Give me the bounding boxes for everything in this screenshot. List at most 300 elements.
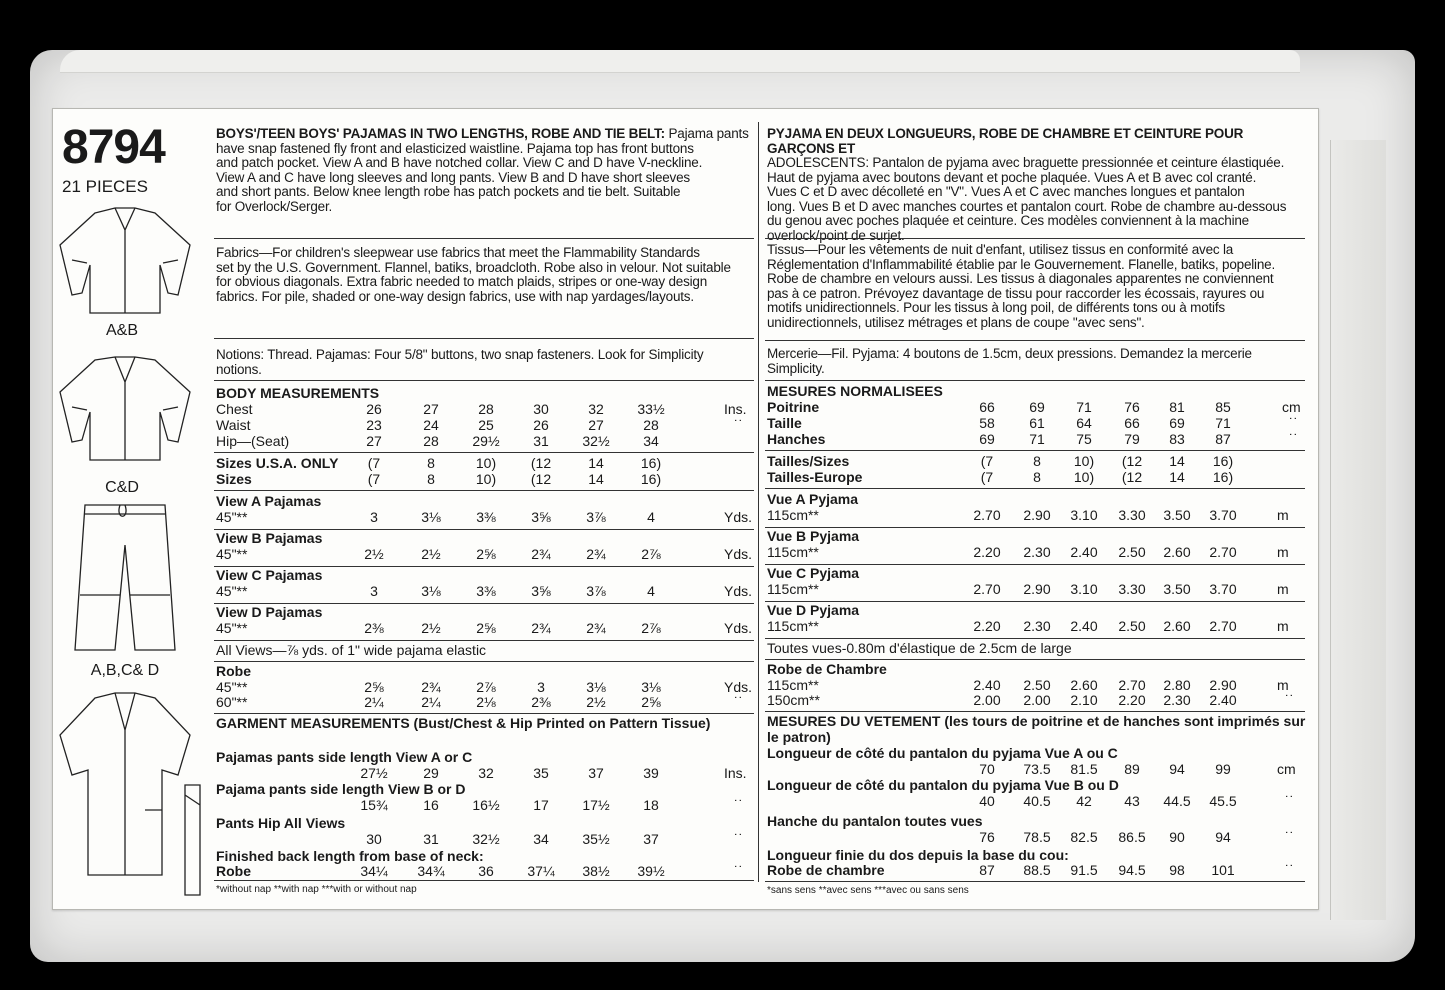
cell: 3⅜ bbox=[476, 509, 496, 525]
row-label: View A Pajamas bbox=[216, 493, 322, 509]
cell: 2.70 bbox=[1209, 544, 1237, 560]
fabric-width: 150cm** bbox=[767, 692, 820, 708]
cell: (12 bbox=[530, 455, 552, 471]
tissus-line: Tissus—Pour les vêtements de nuit d'enfant, utilisez tissus en conformité avec la bbox=[767, 242, 1234, 257]
cell: 94 bbox=[1215, 829, 1231, 845]
cell: 2.50 bbox=[1118, 544, 1146, 560]
cell: 2¾ bbox=[586, 620, 606, 636]
cell: 10) bbox=[475, 471, 497, 487]
cell: 2⅛ bbox=[476, 694, 496, 710]
row-label: Hanches bbox=[767, 431, 826, 447]
cell: 76 bbox=[1124, 399, 1140, 415]
cell: 81 bbox=[1169, 399, 1185, 415]
cell: 35½ bbox=[582, 831, 610, 847]
row-label: Sizes U.S.A. ONLY bbox=[216, 455, 339, 471]
cell: 18 bbox=[643, 797, 659, 813]
french-desc-line: long. Vues B et D avec manches courtes et pantalon court. Robe de chambre au-dessous bbox=[767, 198, 1287, 214]
cell: 75 bbox=[1076, 431, 1092, 447]
cell: 27 bbox=[366, 433, 382, 449]
fabric-width: 115cm** bbox=[767, 581, 819, 597]
unit: Yds. bbox=[724, 620, 753, 636]
cell: 2¼ bbox=[421, 694, 441, 710]
cell: 2.20 bbox=[973, 544, 1001, 560]
cell: 2.70 bbox=[1209, 618, 1237, 634]
row-label: Longueur de côté du pantalon du pyjama Vue A ou C bbox=[767, 745, 1118, 761]
cell: 2.20 bbox=[973, 618, 1001, 634]
row-label: Robe de chambre bbox=[767, 862, 885, 878]
cell: 2.70 bbox=[1118, 677, 1146, 693]
cell: 3⅛ bbox=[586, 679, 606, 695]
view-label-abcd: A,B,C& D bbox=[90, 662, 160, 679]
envelope-top-fold bbox=[60, 50, 1300, 73]
row-label: Finished back length from base of neck: bbox=[216, 848, 484, 864]
cell: 27 bbox=[588, 417, 604, 433]
cell: (12 bbox=[530, 471, 552, 487]
cell: (7 bbox=[367, 471, 381, 487]
cell: 3.70 bbox=[1209, 581, 1237, 597]
french-desc-line: du genou avec poches plaquée et ceinture. Ces modèles conviennent à la machine bbox=[767, 213, 1249, 228]
english-title: BOYS'/TEEN BOYS' PAJAMAS IN TWO LENGTHS, ROBE AND TIE BELT: bbox=[216, 126, 665, 141]
cell: 2.50 bbox=[1023, 677, 1051, 693]
pieces-count: 21 PIECES bbox=[62, 177, 148, 196]
cell: 38½ bbox=[582, 863, 610, 879]
unit: ˙˙ bbox=[1285, 829, 1295, 845]
unit: ˙˙ bbox=[1285, 862, 1295, 878]
cell: 40.5 bbox=[1023, 793, 1051, 809]
cell: 99 bbox=[1215, 761, 1231, 777]
cell: 69 bbox=[1029, 399, 1045, 415]
cell: 88.5 bbox=[1023, 862, 1051, 878]
cell: 71 bbox=[1076, 399, 1092, 415]
tissus-line: pas à ce patron. Prévoyez davantage de tissu pour raccorder les écossais, rayures ou bbox=[767, 285, 1265, 301]
pajama-pants-sketch bbox=[60, 500, 190, 660]
cell: 2½ bbox=[364, 546, 384, 562]
robe-and-belt-sketch bbox=[50, 690, 210, 900]
cell: 2.60 bbox=[1163, 544, 1191, 560]
row-label: Poitrine bbox=[767, 399, 820, 415]
cell: 2.10 bbox=[1070, 692, 1098, 708]
cell: 37 bbox=[588, 765, 604, 781]
cell: 2⅜ bbox=[364, 620, 384, 636]
cell: 89 bbox=[1124, 761, 1140, 777]
fabric-width: 45"** bbox=[216, 509, 248, 525]
cell: 39½ bbox=[637, 863, 665, 879]
row-label: View C Pajamas bbox=[216, 567, 323, 583]
english-notions bbox=[216, 348, 751, 377]
row-label: Vue B Pyjama bbox=[767, 528, 860, 544]
cell: (7 bbox=[980, 453, 994, 469]
mesures-vetement-heading: MESURES DU VETEMENT (les tours de poitrine et de hanches sont imprimés sur bbox=[767, 713, 1306, 729]
fabric-width: 115cm** bbox=[767, 544, 819, 560]
cell: 2.30 bbox=[1023, 544, 1051, 560]
unit: Ins. bbox=[724, 401, 747, 417]
row-label: Taille bbox=[767, 415, 802, 431]
fabrics-line: Fabrics—For children's sleepwear use fabrics that meet the Flammability Standards bbox=[216, 245, 700, 260]
cell: 73.5 bbox=[1023, 761, 1051, 777]
cell: 61 bbox=[1029, 415, 1045, 431]
cell: 3 bbox=[537, 679, 545, 695]
cell: 2.20 bbox=[1118, 692, 1146, 708]
cell: 15¾ bbox=[360, 797, 388, 813]
cell: 14 bbox=[1169, 469, 1185, 485]
notions-line: Notions: Thread. Pajamas: Four 5/8" buttons, two snap fasteners. Look for Simplicity bbox=[216, 347, 704, 362]
english-desc-line: and short pants. Below knee length robe has patch pockets and tie belt. Suitable bbox=[216, 184, 681, 199]
english-desc-line: for Overlock/Serger. bbox=[216, 198, 333, 214]
unit: m bbox=[1277, 581, 1289, 597]
cell: 28 bbox=[423, 433, 439, 449]
cell: 2½ bbox=[421, 546, 441, 562]
tissus-line: unidirectionnels, utilisez métrages et plans de coupe "avec sens". bbox=[767, 314, 1145, 330]
cell: 10) bbox=[1073, 453, 1095, 469]
cell: 42 bbox=[1076, 793, 1092, 809]
cell: 26 bbox=[366, 401, 382, 417]
row-label: Sizes bbox=[216, 471, 252, 487]
cell: 98 bbox=[1169, 862, 1185, 878]
cell: 79 bbox=[1124, 431, 1140, 447]
unit: m bbox=[1277, 618, 1289, 634]
unit: ˙˙ bbox=[1285, 692, 1295, 708]
cell: 16) bbox=[1212, 453, 1234, 469]
cell: 71 bbox=[1215, 415, 1231, 431]
french-desc-line: overlock/point de surjet. bbox=[767, 227, 905, 243]
cell: 2¾ bbox=[531, 546, 551, 562]
cell: 3⅝ bbox=[531, 583, 551, 599]
cell: 69 bbox=[979, 431, 995, 447]
cell: 2.90 bbox=[1023, 581, 1051, 597]
cell: 14 bbox=[588, 471, 604, 487]
toutes-vues-note: Toutes vues-0.80m d'élastique de 2.5cm de large bbox=[767, 640, 1072, 656]
cell: 2.70 bbox=[973, 507, 1001, 523]
row-label: Pants Hip All Views bbox=[216, 815, 346, 831]
unit: ˙˙ bbox=[734, 831, 744, 847]
cell: 34 bbox=[643, 433, 659, 449]
cell: 3⅜ bbox=[476, 583, 496, 599]
english-desc-line: View A and C have long sleeves and long pants. View B and D have short sleeves bbox=[216, 169, 690, 185]
cell: 3.30 bbox=[1118, 507, 1146, 523]
unit: ˙˙ bbox=[1285, 793, 1295, 809]
cell: 26 bbox=[533, 417, 549, 433]
fabrics-line: set by the U.S. Government. Flannel, batiks, broadcloth. Robe also in velour. Not suitable bbox=[216, 259, 731, 275]
row-label: Hanche du pantalon toutes vues bbox=[767, 813, 983, 829]
french-description bbox=[767, 127, 1302, 243]
cell: 2¾ bbox=[421, 679, 441, 695]
row-label: Chest bbox=[216, 401, 253, 417]
cell: 2⅞ bbox=[641, 546, 661, 562]
row-label: Hip—(Seat) bbox=[216, 433, 290, 449]
cell: 87 bbox=[1215, 431, 1231, 447]
cell: 3⅛ bbox=[421, 583, 441, 599]
row-label: Robe bbox=[216, 663, 251, 679]
cell: 69 bbox=[1169, 415, 1185, 431]
english-measure-table bbox=[216, 386, 756, 886]
row-label: Pajamas pants side length View A or C bbox=[216, 749, 473, 765]
cell: 2.60 bbox=[1070, 677, 1098, 693]
unit: ˙˙ bbox=[734, 694, 744, 710]
french-measure-table bbox=[767, 384, 1307, 884]
cell: 29½ bbox=[472, 433, 500, 449]
pattern-number: 8794 bbox=[62, 121, 165, 174]
cell: 8 bbox=[427, 471, 435, 487]
cell: 86.5 bbox=[1118, 829, 1146, 845]
cell: 3.10 bbox=[1070, 581, 1098, 597]
cell: 2.90 bbox=[1023, 507, 1051, 523]
cell: 28 bbox=[643, 417, 659, 433]
cell: 43 bbox=[1124, 793, 1140, 809]
cell: 3⅞ bbox=[586, 583, 606, 599]
cell: 16) bbox=[1212, 469, 1234, 485]
cell: 2.50 bbox=[1118, 618, 1146, 634]
cell: 27 bbox=[423, 401, 439, 417]
row-label: Longueur de côté du pantalon du pyjama Vue B ou D bbox=[767, 777, 1119, 793]
row-label: Robe bbox=[216, 863, 251, 879]
cell: (7 bbox=[367, 455, 381, 471]
cell: (7 bbox=[980, 469, 994, 485]
fabric-width: 115cm** bbox=[767, 677, 819, 693]
row-label: View D Pajamas bbox=[216, 604, 323, 620]
tissus-line: Robe de chambre en velours aussi. Les tissus à diagonales apparentes ne conviennent bbox=[767, 271, 1274, 286]
cell: 25 bbox=[478, 417, 494, 433]
unit: cm bbox=[1277, 761, 1296, 777]
mercerie-line: Mercerie—Fil. Pyjama: 4 boutons de 1.5cm, deux pressions. Demandez la mercerie bbox=[767, 346, 1252, 361]
cell: 2.30 bbox=[1163, 692, 1191, 708]
cell: 33½ bbox=[637, 401, 665, 417]
cell: 78.5 bbox=[1023, 829, 1051, 845]
cell: 34¼ bbox=[360, 863, 388, 879]
cell: 2½ bbox=[586, 694, 606, 710]
row-label: Tailles/Sizes bbox=[767, 453, 850, 469]
all-views-note: All Views—⅞ yds. of 1" wide pajama elastic bbox=[216, 642, 487, 658]
cell: 10) bbox=[475, 455, 497, 471]
cell: 32 bbox=[478, 765, 494, 781]
row-label: Vue D Pyjama bbox=[767, 602, 860, 618]
unit: cm bbox=[1282, 399, 1301, 415]
french-title: PYJAMA EN DEUX LONGUEURS, ROBE DE CHAMBRE ET CEINTURE POUR GARÇONS ET bbox=[767, 126, 1244, 156]
row-label: Tailles-Europe bbox=[767, 469, 863, 485]
cell: 101 bbox=[1211, 862, 1235, 878]
cell: 16) bbox=[640, 471, 662, 487]
cell: 30 bbox=[533, 401, 549, 417]
cell: 44.5 bbox=[1163, 793, 1191, 809]
cell: 3⅝ bbox=[531, 509, 551, 525]
cell: 8 bbox=[1033, 453, 1041, 469]
english-desc-line: Pajama pants bbox=[668, 126, 749, 141]
unit: Ins. bbox=[724, 765, 747, 781]
cell: 31 bbox=[533, 433, 549, 449]
cell: 3⅛ bbox=[641, 679, 661, 695]
cell: 64 bbox=[1076, 415, 1092, 431]
mesures-heading: MESURES NORMALISEES bbox=[767, 383, 943, 399]
row-label: Robe de Chambre bbox=[767, 661, 887, 677]
cell: 2.40 bbox=[1209, 692, 1237, 708]
cell: 10) bbox=[1073, 469, 1095, 485]
cell: 2⅞ bbox=[641, 620, 661, 636]
cell: 14 bbox=[1169, 453, 1185, 469]
unit: Yds. bbox=[724, 679, 753, 695]
cell: 2.70 bbox=[973, 581, 1001, 597]
view-label-cd: C&D bbox=[105, 479, 139, 496]
cell: 32 bbox=[588, 401, 604, 417]
cell: 17 bbox=[533, 797, 549, 813]
unit: ˙˙ bbox=[734, 797, 744, 813]
cell: 94.5 bbox=[1118, 862, 1146, 878]
view-label-ab: A&B bbox=[105, 322, 138, 339]
cell: (12 bbox=[1121, 469, 1143, 485]
cell: 2¾ bbox=[586, 546, 606, 562]
cell: 4 bbox=[647, 583, 655, 599]
cell: 3.50 bbox=[1163, 507, 1191, 523]
cell: 87 bbox=[979, 862, 995, 878]
cell: 2.30 bbox=[1023, 618, 1051, 634]
cell: 4 bbox=[647, 509, 655, 525]
cell: 3 bbox=[370, 583, 378, 599]
unit: Yds. bbox=[724, 546, 753, 562]
cell: 36 bbox=[478, 863, 494, 879]
cell: 16) bbox=[640, 455, 662, 471]
french-footnote: *sans sens **avec sens ***avec ou sans sens bbox=[767, 885, 969, 896]
cell: 24 bbox=[423, 417, 439, 433]
view-ab-top-sketch bbox=[50, 205, 200, 320]
cell: 37¼ bbox=[527, 863, 555, 879]
body-measurements-heading: BODY MEASUREMENTS bbox=[216, 385, 380, 401]
cell: 2⅝ bbox=[641, 694, 661, 710]
cell: 66 bbox=[979, 399, 995, 415]
french-desc-line: Vues C et D avec décolleté en "V". Vues A et C avec manches longues et pantalon bbox=[767, 184, 1245, 199]
cell: 16 bbox=[423, 797, 439, 813]
cell: 23 bbox=[366, 417, 382, 433]
cell: 27½ bbox=[360, 765, 388, 781]
fabric-width: 45"** bbox=[216, 620, 248, 636]
cell: 3.30 bbox=[1118, 581, 1146, 597]
cell: 3 bbox=[370, 509, 378, 525]
cell: 66 bbox=[1124, 415, 1140, 431]
unit: Yds. bbox=[724, 509, 753, 525]
cell: 2⅜ bbox=[531, 694, 551, 710]
cell: 17½ bbox=[582, 797, 610, 813]
english-description bbox=[216, 127, 751, 214]
english-footnote: *without nap **with nap ***with or without nap bbox=[216, 884, 417, 895]
cell: 2⅝ bbox=[476, 620, 496, 636]
cell: 3.10 bbox=[1070, 507, 1098, 523]
cell: 29 bbox=[423, 765, 439, 781]
cell: 39 bbox=[643, 765, 659, 781]
cell: 2¼ bbox=[364, 694, 384, 710]
cell: 40 bbox=[979, 793, 995, 809]
fabric-width: 45"** bbox=[216, 546, 248, 562]
cell: 28 bbox=[478, 401, 494, 417]
cell: 90 bbox=[1169, 829, 1185, 845]
cell: 2.60 bbox=[1163, 618, 1191, 634]
english-fabrics bbox=[216, 246, 751, 304]
french-desc-line: Haut de pyjama avec boutons devant et poche plaquée. Vues A et B avec col cranté. bbox=[767, 169, 1257, 185]
mesures-vetement-heading-cont: le patron) bbox=[767, 729, 831, 745]
cell: 76 bbox=[979, 829, 995, 845]
cell: 2⅝ bbox=[364, 679, 384, 695]
french-mercerie bbox=[767, 347, 1302, 376]
cell: 31 bbox=[423, 831, 439, 847]
unit: m bbox=[1277, 544, 1289, 560]
envelope-right-fold bbox=[1330, 140, 1386, 920]
unit: ˙˙ bbox=[734, 863, 744, 879]
row-label: Pajama pants side length View B or D bbox=[216, 781, 466, 797]
cell: 35 bbox=[533, 765, 549, 781]
cell: 37 bbox=[643, 831, 659, 847]
row-label: Waist bbox=[216, 417, 251, 433]
cell: 2.00 bbox=[973, 692, 1001, 708]
fabric-width: 45"** bbox=[216, 583, 248, 599]
cell: 34¾ bbox=[417, 863, 445, 879]
unit: ˙˙ bbox=[1289, 415, 1299, 431]
tissus-line: Réglementation d'Inflammabilité établie par le Gouvernement. Flanelle, batiks, popeline. bbox=[767, 256, 1276, 272]
cell: 2.00 bbox=[1023, 692, 1051, 708]
cell: 2.40 bbox=[973, 677, 1001, 693]
cell: 94 bbox=[1169, 761, 1185, 777]
english-desc-line: have snap fastened fly front and elasticized waistline. Pajama top has front buttons bbox=[216, 140, 694, 156]
cell: 8 bbox=[427, 455, 435, 471]
cell: 16½ bbox=[472, 797, 500, 813]
cell: 3⅞ bbox=[586, 509, 606, 525]
cell: 30 bbox=[366, 831, 382, 847]
cell: 2.40 bbox=[1070, 544, 1098, 560]
cell: 71 bbox=[1029, 431, 1045, 447]
unit: ˙˙ bbox=[1289, 431, 1299, 447]
view-cd-top-sketch bbox=[50, 352, 200, 467]
cell: 34 bbox=[533, 831, 549, 847]
row-label: Vue A Pyjama bbox=[767, 491, 859, 507]
cell: 2⅞ bbox=[476, 679, 496, 695]
unit: ˙˙ bbox=[734, 417, 744, 433]
cell: 91.5 bbox=[1070, 862, 1098, 878]
cell: 32½ bbox=[472, 831, 500, 847]
cell: 3.50 bbox=[1163, 581, 1191, 597]
cell: 85 bbox=[1215, 399, 1231, 415]
fabric-width: 45"** bbox=[216, 679, 248, 695]
cell: 45.5 bbox=[1209, 793, 1237, 809]
cell: 2.40 bbox=[1070, 618, 1098, 634]
unit: m bbox=[1277, 507, 1289, 523]
fabrics-line: for obvious diagonals. Extra fabric needed to match plaids, stripes or one-way design bbox=[216, 274, 708, 289]
unit: m bbox=[1277, 677, 1289, 693]
row-label: Vue C Pyjama bbox=[767, 565, 860, 581]
english-desc-line: and patch pocket. View A and B have notched collar. View C and D have V-neckline. bbox=[216, 155, 703, 170]
cell: 83 bbox=[1169, 431, 1185, 447]
cell: 58 bbox=[979, 415, 995, 431]
cell: 3.70 bbox=[1209, 507, 1237, 523]
row-label: Longueur finie du dos depuis la base du cou: bbox=[767, 847, 1069, 863]
garment-measurements-heading: GARMENT MEASUREMENTS (Bust/Chest & Hip Printed on Pattern Tissue) bbox=[216, 715, 711, 731]
cell: 8 bbox=[1033, 469, 1041, 485]
cell: 81.5 bbox=[1070, 761, 1098, 777]
french-desc-line: ADOLESCENTS: Pantalon de pyjama avec braguette pressionnée et ceinture élastiquée. bbox=[767, 155, 1285, 170]
cell: 2.90 bbox=[1209, 677, 1237, 693]
fabric-width: 60"** bbox=[216, 694, 248, 710]
tissus-line: motifs unidirectionnels. Pour les tissus à long poil, de différents tons ou à motifs bbox=[767, 300, 1225, 315]
unit: Yds. bbox=[724, 583, 753, 599]
fabrics-line: fabrics. For pile, shaded or one-way design fabrics, use with nap yardages/layouts. bbox=[216, 288, 694, 304]
cell: 82.5 bbox=[1070, 829, 1098, 845]
cell: 2¾ bbox=[531, 620, 551, 636]
notions-line: notions. bbox=[216, 361, 262, 377]
cell: 32½ bbox=[582, 433, 610, 449]
cell: 14 bbox=[588, 455, 604, 471]
mercerie-line: Simplicity. bbox=[767, 360, 825, 376]
fabric-width: 115cm** bbox=[767, 618, 819, 634]
cell: (12 bbox=[1121, 453, 1143, 469]
cell: 2⅝ bbox=[476, 546, 496, 562]
cell: 2.80 bbox=[1163, 677, 1191, 693]
cell: 70 bbox=[979, 761, 995, 777]
french-tissus bbox=[767, 243, 1302, 330]
fabric-width: 115cm** bbox=[767, 507, 819, 523]
